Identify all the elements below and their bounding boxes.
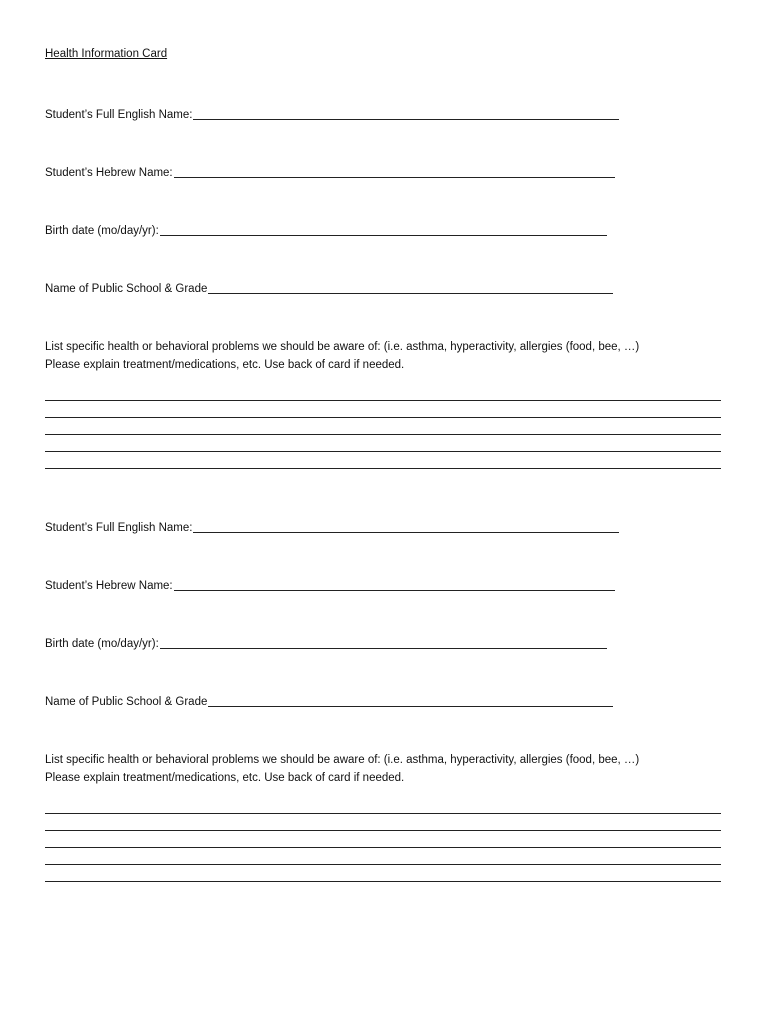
- birth-date-label: Birth date (mo/day/yr):: [45, 225, 159, 237]
- birth-date-field[interactable]: [45, 635, 607, 651]
- english-name-field[interactable]: [45, 106, 619, 122]
- hebrew-name-field[interactable]: [45, 577, 615, 593]
- treatment-instructions: Please explain treatment/medications, etc. Use back of card if needed.: [45, 359, 405, 371]
- english-name-field[interactable]: [45, 519, 619, 535]
- school-grade-field[interactable]: [45, 693, 613, 709]
- answer-line[interactable]: [45, 384, 721, 401]
- health-problems-prompt: List specific health or behavioral problems we should be aware of: (i.e. asthma, hyperactivity, allergies (food, bee, …): [45, 341, 640, 353]
- hebrew-name-field[interactable]: [45, 164, 615, 180]
- answer-line[interactable]: [45, 418, 721, 435]
- hebrew-name-label: Student’s Hebrew Name:: [45, 580, 173, 592]
- answer-line[interactable]: [45, 401, 721, 418]
- health-problems-instructions: [45, 751, 725, 787]
- answer-line[interactable]: [45, 848, 721, 865]
- answer-line[interactable]: [45, 435, 721, 452]
- answer-line[interactable]: [45, 452, 721, 469]
- treatment-instructions: Please explain treatment/medications, etc. Use back of card if needed.: [45, 772, 405, 784]
- school-grade-input-line[interactable]: [208, 281, 613, 294]
- answer-line[interactable]: [45, 797, 721, 814]
- school-grade-label: Name of Public School & Grade: [45, 696, 208, 708]
- health-problems-prompt: List specific health or behavioral problems we should be aware of: (i.e. asthma, hyperactivity, allergies (food, bee, …): [45, 754, 640, 766]
- answer-line[interactable]: [45, 831, 721, 848]
- school-grade-label: Name of Public School & Grade: [45, 283, 208, 295]
- birth-date-input-line[interactable]: [160, 636, 607, 649]
- hebrew-name-input-line[interactable]: [174, 165, 615, 178]
- hebrew-name-input-line[interactable]: [174, 578, 615, 591]
- page-title: Health Information Card: [45, 48, 168, 60]
- birth-date-label: Birth date (mo/day/yr):: [45, 638, 159, 650]
- hebrew-name-label: Student’s Hebrew Name:: [45, 167, 173, 179]
- health-problems-answer-area[interactable]: [45, 384, 721, 469]
- health-problems-answer-area[interactable]: [45, 797, 721, 882]
- school-grade-input-line[interactable]: [208, 694, 613, 707]
- birth-date-input-line[interactable]: [160, 223, 607, 236]
- answer-line[interactable]: [45, 865, 721, 882]
- english-name-label: Student’s Full English Name:: [45, 522, 193, 534]
- english-name-input-line[interactable]: [193, 107, 619, 120]
- answer-line[interactable]: [45, 814, 721, 831]
- english-name-label: Student’s Full English Name:: [45, 109, 193, 121]
- birth-date-field[interactable]: [45, 222, 607, 238]
- health-problems-instructions: [45, 338, 725, 374]
- school-grade-field[interactable]: [45, 280, 613, 296]
- english-name-input-line[interactable]: [193, 520, 619, 533]
